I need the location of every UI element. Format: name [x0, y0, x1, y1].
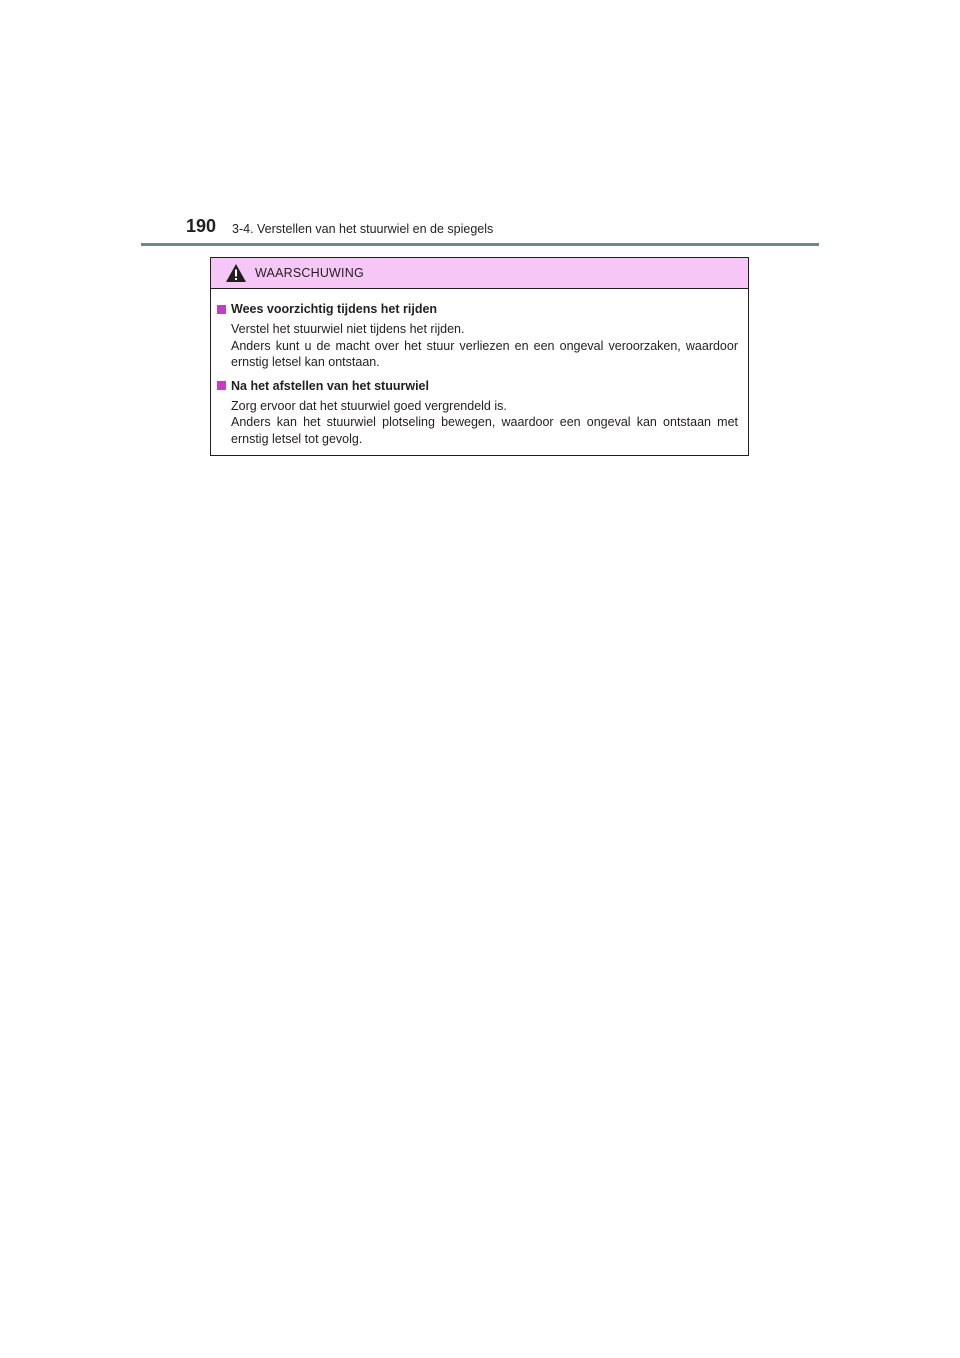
warning-item-line: Anders kunt u de macht over het stuur verliezen en een ongeval veroorzaken, waardoor ernstig letsel kan ontstaan. — [231, 338, 738, 369]
warning-item-line: Verstel het stuurwiel niet tijdens het rijden. — [231, 322, 465, 336]
warning-item-line: Zorg ervoor dat het stuurwiel goed vergrendeld is. — [231, 398, 507, 413]
warning-item — [217, 378, 738, 448]
warning-item-line: Anders kan het stuurwiel plotseling bewegen, waardoor een ongeval kan ontstaan met ernstig letsel tot gevolg. — [231, 415, 738, 446]
warning-title: WAARSCHUWING — [255, 266, 364, 280]
warning-item-heading — [217, 378, 738, 394]
warning-item-text — [231, 398, 738, 448]
warning-box — [210, 257, 749, 456]
warning-item — [217, 301, 738, 371]
warning-item-text — [231, 321, 738, 371]
warning-item-heading-text: Wees voorzichtig tijdens het rijden — [231, 302, 438, 316]
page-number: 190 — [186, 216, 217, 236]
warning-header — [211, 258, 748, 289]
warning-item-heading-text: Na het afstellen van het stuurwiel — [231, 378, 429, 393]
section-title: 3-4. Verstellen van het stuurwiel en de spiegels — [232, 222, 494, 236]
warning-triangle-icon — [225, 263, 247, 283]
warning-body — [211, 289, 748, 447]
warning-item-heading — [217, 301, 738, 317]
square-bullet-icon — [217, 381, 226, 390]
square-bullet-icon — [217, 305, 226, 314]
header-rule — [141, 243, 819, 246]
